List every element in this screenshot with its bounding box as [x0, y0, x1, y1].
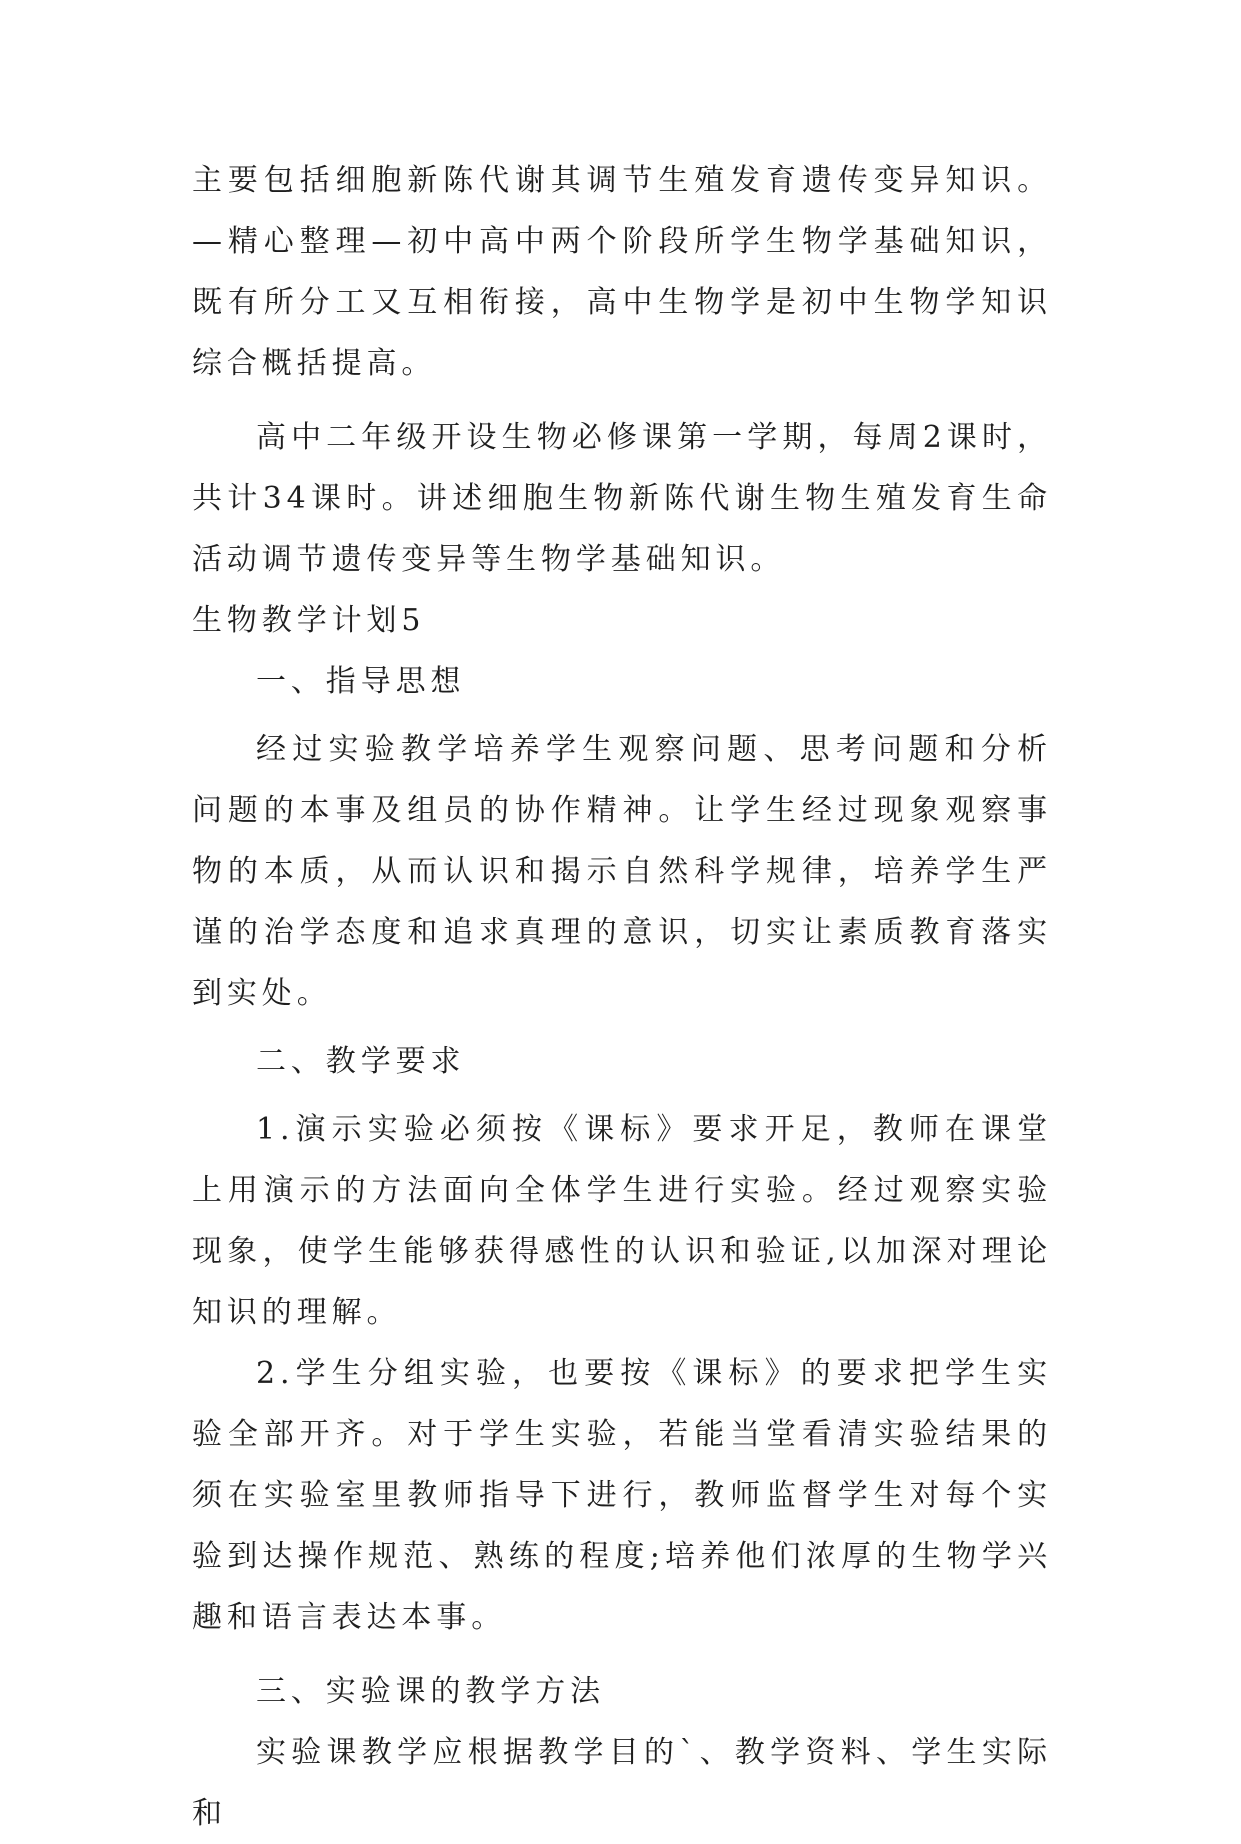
paragraph-requirement-1: 1.演示实验必须按《课标》要求开足，教师在课堂上用演示的方法面向全体学生进行实验。经过观察实验现象，使学生能够获得感性的认识和验证,以加深对理论知识的理解。	[192, 1112, 1052, 1330]
paragraph-course-schedule: 高中二年级开设生物必修课第一学期，每周2课时，共计34课时。讲述细胞生物新陈代谢生物生殖发育生命活动调节遗传变异等生物学基础知识。	[192, 420, 1052, 577]
paragraph-lab-teaching-methods: 实验课教学应根据教学目的`、教学资料、学生实际和	[192, 1735, 1052, 1831]
heading-lab-teaching-methods: 三、实验课的教学方法	[256, 1674, 605, 1709]
heading-guiding-ideology: 一、指导思想	[256, 664, 466, 699]
section-title-plan-5: 生物教学计划5	[192, 603, 426, 638]
document-page	[192, 150, 1052, 1844]
paragraph-requirement-2: 2.学生分组实验，也要按《课标》的要求把学生实验全部开齐。对于学生实验，若能当堂看清实验结果的须在实验室里教师指导下进行，教师监督学生对每个实验到达操作规范、熟练的程度;培养他们浓厚的生物学兴趣和语言表达本事。	[192, 1356, 1052, 1635]
paragraph-guiding-ideology: 经过实验教学培养学生观察问题、思考问题和分析问题的本事及组员的协作精神。让学生经过现象观察事物的本质，从而认识和揭示自然科学规律，培养学生严谨的治学态度和追求真理的意识，切实让素质教育落实到实处。	[192, 732, 1052, 1011]
paragraph-intro-continued: 主要包括细胞新陈代谢其调节生殖发育遗传变异知识。—精心整理—初中高中两个阶段所学生物学基础知识，既有所分工又互相衔接，高中生物学是初中生物学知识综合概括提高。	[192, 163, 1052, 381]
heading-teaching-requirements: 二、教学要求	[256, 1044, 466, 1079]
